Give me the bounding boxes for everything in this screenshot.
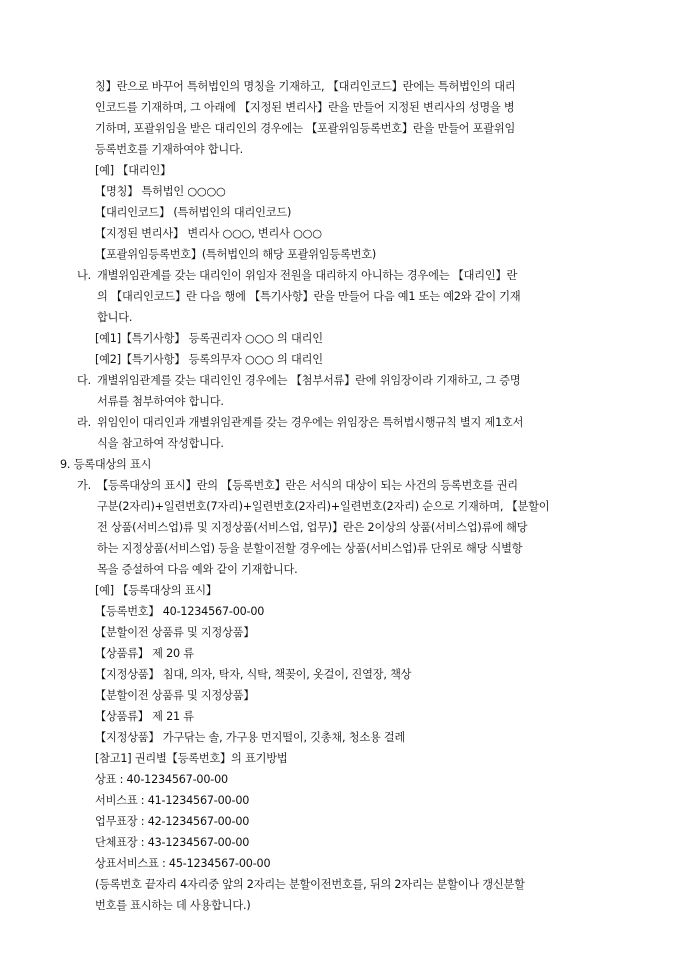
example-line: 【지정상품】 가구닦는 솔, 가구용 먼지떨이, 깃총채, 청소용 걸레 <box>95 731 406 744</box>
reference-note: 번호를 표시하는 데 사용합니다.) <box>95 899 251 912</box>
example-line: 【상품류】 제 20 류 <box>95 647 194 660</box>
example-line: [예] 【대리인】 <box>95 164 172 177</box>
reference-note: (등록번호 끝자리 4자리중 앞의 2자리는 분할이전번호를, 뒤의 2자리는 분할이나 갱신분할 <box>95 878 525 891</box>
item-line: 개별위임관계를 갖는 대리인인 경우에는 【첨부서류】란에 위임장이라 기재하고, 그 증명 <box>97 374 521 387</box>
item-label: 라. <box>77 416 91 429</box>
reference-line: 서비스표 : 41-1234567-00-00 <box>95 794 250 807</box>
reference-line: 업무표장 : 42-1234567-00-00 <box>95 815 250 828</box>
example-line: 【명칭】 특허법인 ○○○○ <box>95 185 226 198</box>
reference-title: [참고1] 권리별【등록번호】의 표기방법 <box>95 752 288 765</box>
item-line: 목을 증설하여 다음 예와 같이 기재합니다. <box>97 563 298 576</box>
reference-line: 상표 : 40-1234567-00-00 <box>95 773 228 786</box>
item-line: 의 【대리인코드】란 다음 행에 【특기사항】란을 만들어 다음 예1 또는 예2와 같이 기재 <box>97 290 521 303</box>
example-line: [예] 【등록대상의 표시】 <box>95 584 217 597</box>
example-line: 【지정된 변리사】 변리사 ○○○, 변리사 ○○○ <box>95 227 322 240</box>
reference-line: 상표서비스표 : 45-1234567-00-00 <box>95 857 271 870</box>
example-line: 【분할이전 상품류 및 지정상품】 <box>95 626 255 639</box>
example-line: 【등록번호】 40-1234567-00-00 <box>95 605 265 618</box>
paragraph-line: 인코드를 기재하며, 그 아래에 【지정된 변리사】란을 만들어 지정된 변리사의 성명을 병 <box>95 101 515 114</box>
item-line: 【등록대상의 표시】란의 【등록번호】란은 서식의 대상이 되는 사건의 등록번호를 권리 <box>97 479 518 492</box>
item-line: 합니다. <box>97 311 133 324</box>
item-label: 다. <box>77 374 91 387</box>
reference-line: 단체표장 : 43-1234567-00-00 <box>95 836 250 849</box>
example-line: 【대리인코드】 (특허법인의 대리인코드) <box>95 206 292 219</box>
paragraph-line: 칭】란으로 바꾸어 특허법인의 명칭을 기재하고, 【대리인코드】란에는 특허법인의 대리 <box>95 80 516 93</box>
item-line: 개별위임관계를 갖는 대리인이 위임자 전원을 대리하지 아니하는 경우에는 【대리인】란 <box>97 269 518 282</box>
example-line: 【분할이전 상품류 및 지정상품】 <box>95 689 255 702</box>
paragraph-line: 기하며, 포괄위임을 받은 대리인의 경우에는 【포괄위임등록번호】란을 만들어 포괄위임 <box>95 122 516 135</box>
item-line: 위임인이 대리인과 개별위임관계를 갖는 경우에는 위임장은 특허법시행규칙 별지 제1호서 <box>97 416 524 429</box>
example-line: 【지정상품】 침대, 의자, 탁자, 식탁, 책꽂이, 옷걸이, 진열장, 책상 <box>95 668 412 681</box>
example-line: 【상품류】 제 21 류 <box>95 710 194 723</box>
example-line: 【포괄위임등록번호】(특허법인의 해당 포괄위임등록번호) <box>95 248 376 261</box>
paragraph-line: 등록번호를 기재하여야 합니다. <box>95 143 243 156</box>
item-line: 서류를 첨부하여야 합니다. <box>97 395 224 408</box>
item-line: 전 상품(서비스업)류 및 지정상품(서비스업, 업무)】란은 2이상의 상품(서비스업)류에 해당 <box>97 521 528 534</box>
item-label: 가. <box>77 479 91 492</box>
example-line: [예2]【특기사항】 등록의무자 ○○○ 의 대리인 <box>95 353 323 366</box>
section-heading: 9. 등록대상의 표시 <box>60 458 152 471</box>
item-line: 하는 지정상품(서비스업) 등을 분할이전할 경우에는 상품(서비스업)류 단위로 해당 식별항 <box>97 542 523 555</box>
item-line: 식을 참고하여 작성합니다. <box>97 437 224 450</box>
item-line: 구분(2자리)+일련번호(7자리)+일련번호(2자리)+일련번호(2자리) 순으로 기재하며, 【분할이 <box>97 500 550 513</box>
example-line: [예1]【특기사항】 등록권리자 ○○○ 의 대리인 <box>95 332 323 345</box>
item-label: 나. <box>77 269 91 282</box>
